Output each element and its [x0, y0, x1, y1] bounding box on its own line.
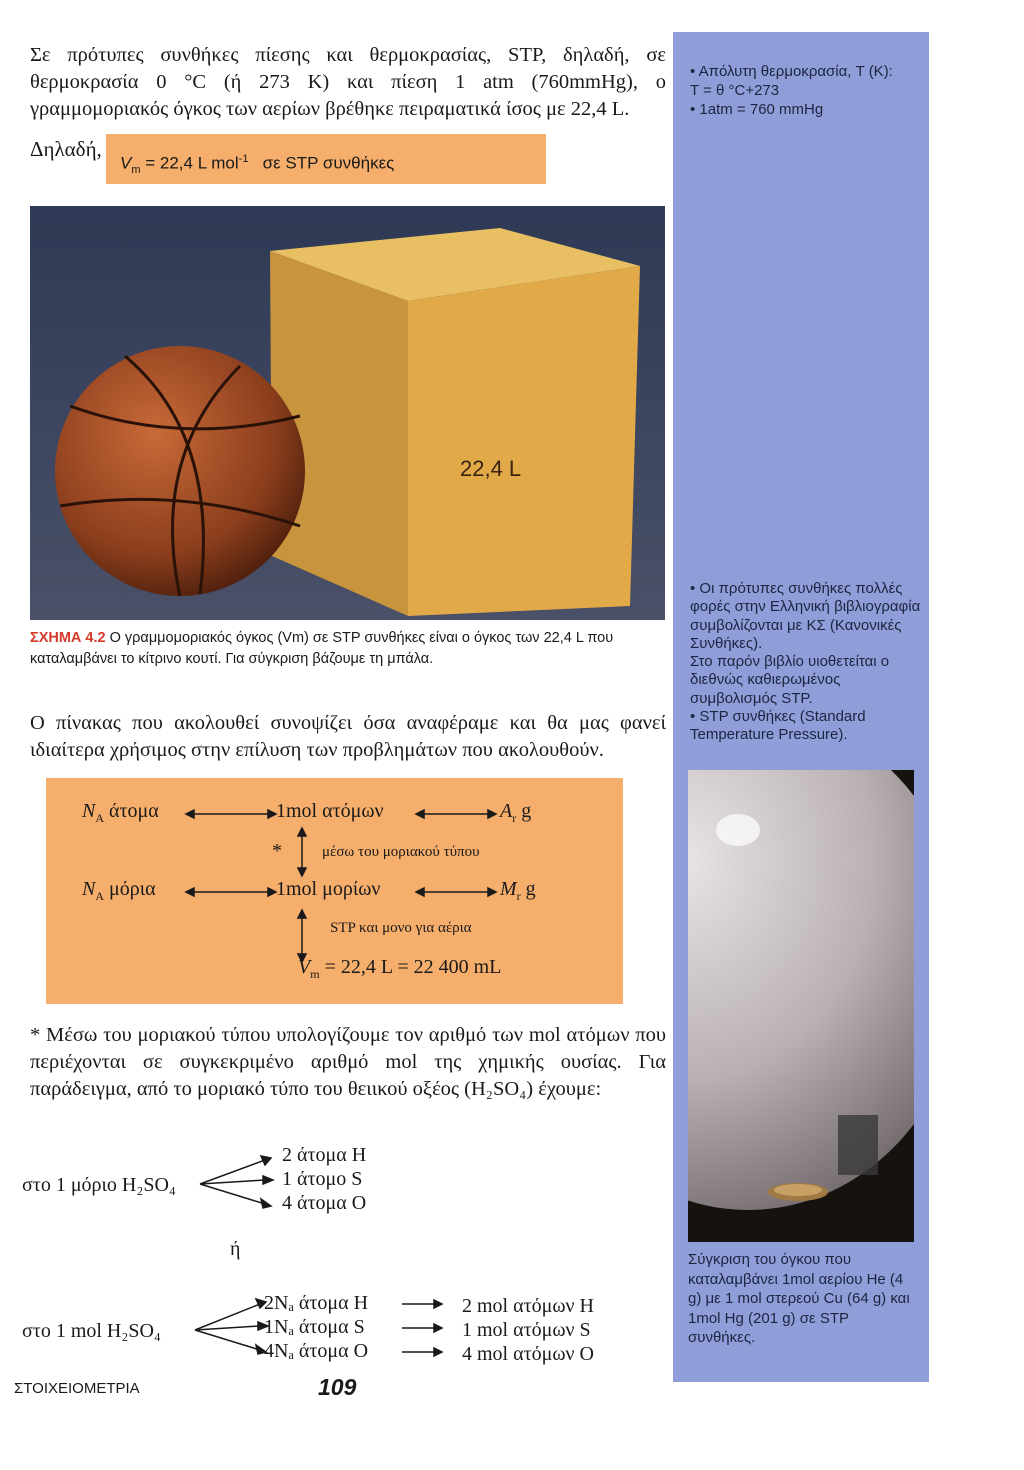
- note-line: • Οι πρότυπες συνθήκες πολλές φορές στην Ελληνική βιβλιογραφία συμβολίζονται με ΚΣ (Κανονικές Συνθήκες).: [690, 580, 921, 652]
- vm-equation-text: = 22,4 L = 22 400 mL: [324, 956, 502, 978]
- footnote-paragraph: * Μέσω του μοριακού τύπου υπολογίζουμε τον αριθμό των mol ατόμων που περιέχονται σε συγκεκριμένο αριθμό mol της χημικής ουσίας. Για παράδειγμα, από το μοριακό τύπο του θειικού οξέος (H₂SO₄) έχουμε:: [30, 1024, 666, 1100]
- vm-equation: $V_m = 22,4$ L = 22 400 mL: [298, 956, 502, 981]
- atoms-s: 1 άτομο S: [282, 1168, 363, 1190]
- na-molecules-label: $N_A$ μόρια: [82, 878, 156, 903]
- vm-condition: σε STP συνθήκες: [262, 153, 395, 173]
- na-atoms-text: άτομα: [109, 800, 159, 822]
- balloon-photo: [688, 770, 914, 1242]
- note-line: • Απόλυτη θερμοκρασία, T (K):: [690, 63, 893, 80]
- mol-atoms-s: 1 mol ατόμων S: [462, 1319, 591, 1341]
- intro-paragraph: Σε πρότυπες συνθήκες πίεσης και θερμοκρασίας, STP, δηλαδή, σε θερμοκρασία 0 °C (ή 273 K) και πίεση 1 atm (760mmHg), ο γραμμομοριακός όγκος των αερίων βρέθηκε πειραματικά ίσος με 22,4 L.: [30, 44, 666, 120]
- ar-grams-label: $A_r$ g: [500, 800, 532, 825]
- note-line: • STP συνθήκες (Standard Temperature Pressure).: [690, 708, 866, 744]
- note-line: Στο παρόν βιβλίο υιοθετείται ο διεθνώς καθιερωμένος συμβολισμός STP.: [690, 653, 890, 707]
- molecule-label: στο 1 μόριο H₂SO₄: [22, 1174, 176, 1196]
- vm-value: = 22,4 L mol: [145, 153, 239, 173]
- balloon-caption: Σύγκριση του όγκου που καταλαμβάνει 1mol αερίου He (4 g) με 1 mol στερεού Cu (64 g) και 1mol Hg (201 g) σε STP συνθήκες.: [688, 1251, 910, 1346]
- na-atoms-h: 2Nₐ άτομα H: [264, 1292, 369, 1314]
- vm-exponent: -1: [238, 153, 249, 165]
- atoms-o: 4 άτομα O: [282, 1192, 367, 1214]
- na-atoms-o: 4Nₐ άτομα O: [264, 1340, 369, 1362]
- na-molecules-text: μόρια: [109, 878, 156, 900]
- sidebar-note-stp: [690, 580, 922, 745]
- na-atoms-s: 1Nₐ άτομα S: [264, 1316, 365, 1338]
- star-marker: *: [272, 840, 282, 862]
- note-line: • 1atm = 760 mmHg: [690, 101, 824, 118]
- chapter-footer: ΣΤΟΙΧΕΙΟΜΕΤΡΙΑ: [14, 1380, 140, 1397]
- mr-unit: g: [525, 878, 536, 900]
- mol-atoms-label: 1mol ατόμων: [276, 800, 384, 822]
- note-line: T = θ °C+273: [690, 82, 780, 99]
- sidebar-note-temperature: [690, 62, 922, 119]
- figure-label: ΣΧΗΜΑ 4.2: [30, 630, 106, 646]
- or-label: ή: [230, 1238, 241, 1260]
- mol-molecules-label: 1mol μορίων: [276, 878, 381, 900]
- atoms-h: 2 άτομα H: [282, 1144, 367, 1166]
- figure-caption: [30, 628, 666, 670]
- figure-caption-text: Ο γραμμομοριακός όγκος (Vm) σε STP συνθήκες είναι ο όγκος των 22,4 L που καταλαμβάνει το κίτρινο κουτί. Για σύγκριση βάζουμε τη μπάλα.: [30, 630, 614, 667]
- mol-atoms-h: 2 mol ατόμων H: [462, 1295, 595, 1317]
- mol-label: στο 1 mol H₂SO₄: [22, 1320, 161, 1342]
- ar-unit: g: [521, 800, 532, 822]
- that-is-label: Δηλαδή,: [30, 137, 102, 161]
- summary-box: [46, 778, 623, 1004]
- na-atoms-label: $N_A$ άτομα: [82, 800, 159, 825]
- page-number: 109: [318, 1374, 357, 1400]
- basketball-box-photo: [30, 206, 665, 620]
- mol-atoms-o: 4 mol ατόμων O: [462, 1343, 595, 1365]
- summary-intro: Ο πίνακας που ακολουθεί συνοψίζει όσα αναφέραμε και θα μας φανεί ιδιαίτερα χρήσιμος στην επίλυση των προβλημάτων που ακολουθούν.: [30, 712, 666, 761]
- stp-gases-label: STP και μονο για αέρια: [330, 920, 472, 936]
- molar-volume-box: $V_m = 22,4$ L mol$^{-1}$ σε STP συνθήκες: [106, 134, 546, 184]
- mr-grams-label: $M_r$ g: [500, 878, 536, 903]
- box-volume-label: 22,4 L: [460, 456, 522, 481]
- via-formula-label: μέσω του μοριακού τύπου: [322, 844, 480, 860]
